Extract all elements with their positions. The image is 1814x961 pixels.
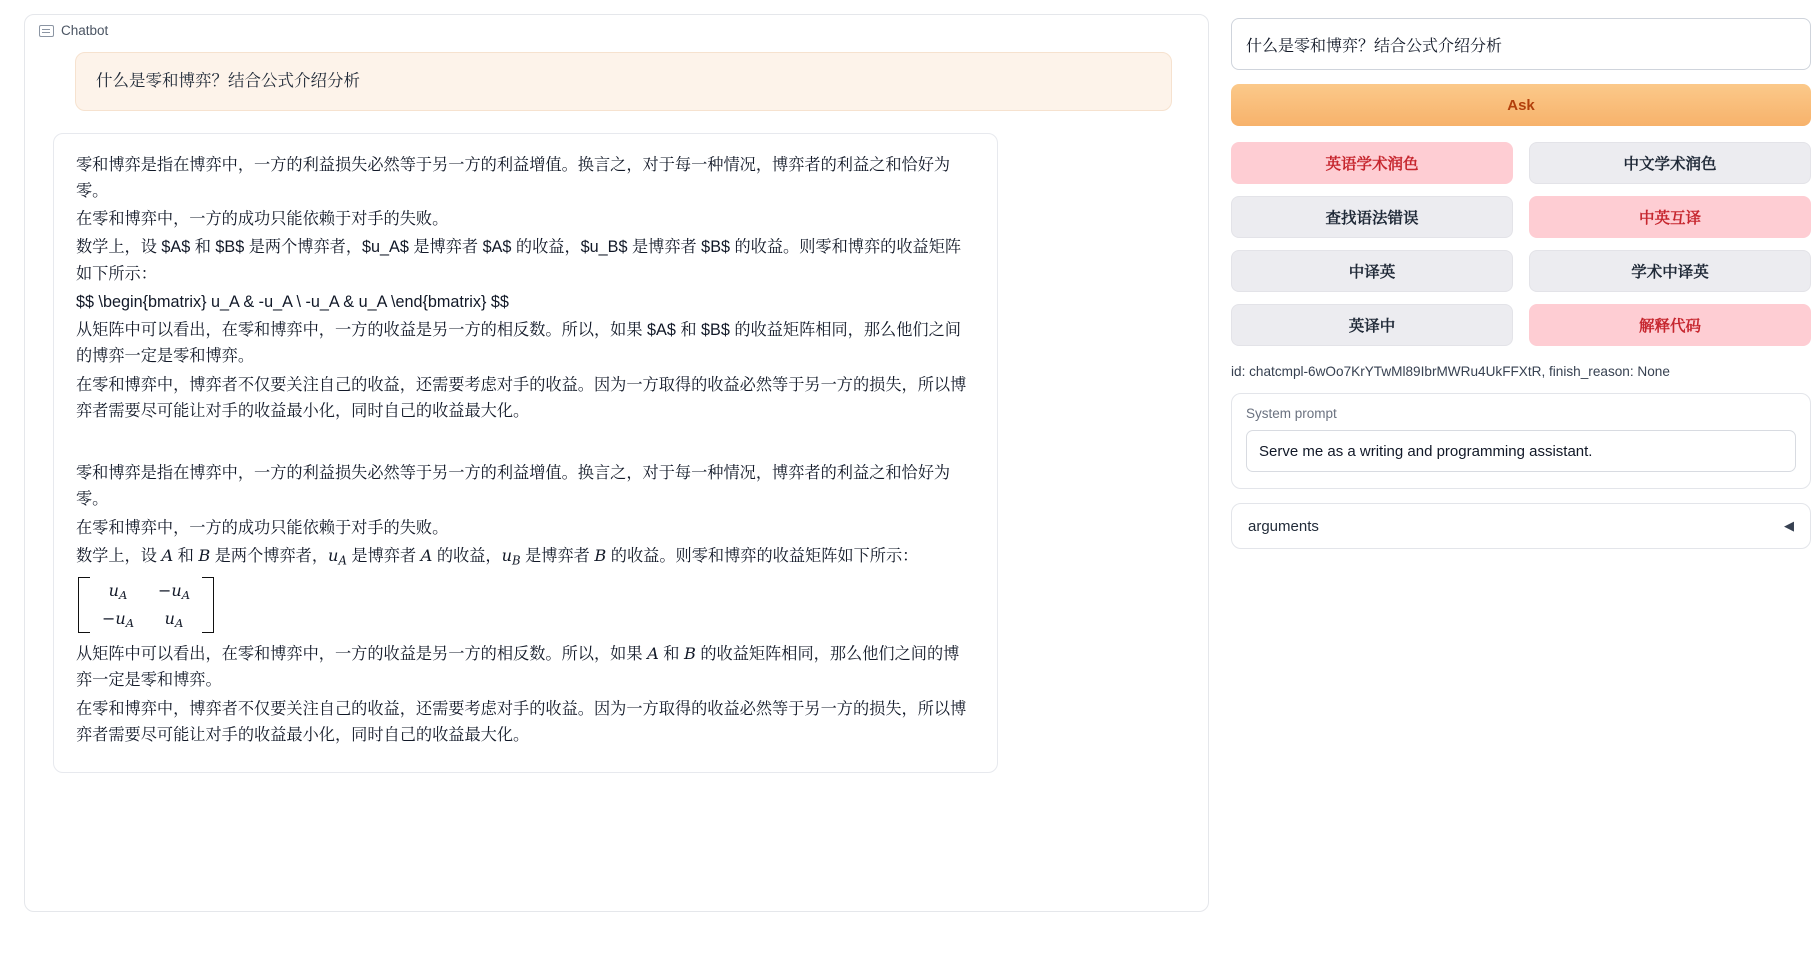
rendered-text-d: 是博弈者 bbox=[346, 546, 421, 565]
matrix-cell-r1c2 bbox=[158, 578, 190, 605]
fn-button-academic-zh-to-en[interactable]: 学术中译英 bbox=[1529, 250, 1811, 292]
fn-button-find-grammar-errors[interactable]: 查找语法错误 bbox=[1231, 196, 1513, 238]
system-prompt-label: System prompt bbox=[1246, 406, 1337, 421]
fn-button-chinese-polish[interactable]: 中文学术润色 bbox=[1529, 142, 1811, 184]
rendered-text-f: 是博弈者 bbox=[520, 546, 595, 565]
rendered5-text-a: 从矩阵中可以看出，在零和博弈中，一方的收益是另一方的相反数。所以，如果 bbox=[76, 645, 648, 664]
rendered-text-b: 和 bbox=[173, 546, 199, 565]
matrix-cells bbox=[90, 577, 202, 633]
matrix-cell-r2c1 bbox=[102, 606, 134, 633]
rendered-text-g: 的收益。则零和博弈的收益矩阵如下所示： bbox=[606, 546, 919, 565]
payoff-matrix bbox=[78, 576, 214, 634]
arguments-accordion-label: arguments bbox=[1248, 517, 1319, 535]
system-prompt-input[interactable] bbox=[1246, 430, 1796, 472]
matrix-bracket-left bbox=[78, 577, 90, 633]
bot-raw-line-3: 数学上，设 $A$ 和 $B$ 是两个博弈者，$u_A$ 是博弈者 $A$ 的收益，$u_B$ 是博弈者 $B$ 的收益。则零和博弈的收益矩阵如下所示： bbox=[76, 238, 962, 283]
math-u-2-sub: B bbox=[512, 553, 521, 568]
chat-message-list bbox=[25, 42, 1208, 902]
math-u-2: u bbox=[501, 545, 513, 565]
matrix-r1c2-sub: A bbox=[181, 587, 191, 602]
bot-raw-line-2: 在零和博弈中，一方的成功只能依赖于对手的失败。 bbox=[76, 210, 449, 229]
user-message-bubble bbox=[75, 52, 1172, 111]
status-text: id: chatcmpl-6wOo7KrYTwMl89IbrMWRu4UkFFXtR, finish_reason: None bbox=[1231, 364, 1670, 379]
bot-section-divider bbox=[76, 426, 975, 460]
bot-raw-formula: $$ \begin{bmatrix} u_A & -u_A \ -u_A & u_A \end{bmatrix} $$ bbox=[76, 292, 509, 311]
rendered-text-e: 的收益， bbox=[432, 546, 502, 565]
bot-rendered-line-3 bbox=[76, 543, 975, 570]
bot-rendered-line-5 bbox=[76, 641, 975, 693]
control-sidebar bbox=[1231, 14, 1811, 961]
math-u-1-sub: A bbox=[338, 553, 347, 568]
fn-button-en-to-zh[interactable]: 英译中 bbox=[1231, 304, 1513, 346]
matrix-r1c1-base: u bbox=[108, 580, 119, 600]
user-message-text: 什么是零和博弈？结合公式介绍分析 bbox=[96, 72, 360, 90]
math-var-A2: A bbox=[420, 545, 433, 565]
math-var-A3: A bbox=[647, 644, 659, 664]
matrix-r2c1-sub: A bbox=[125, 615, 135, 630]
chatbot-panel bbox=[24, 14, 1209, 912]
chatbot-label-text: Chatbot bbox=[61, 23, 109, 38]
prompt-input[interactable] bbox=[1231, 18, 1811, 70]
math-var-B3: B bbox=[683, 644, 696, 664]
ask-button[interactable]: Ask bbox=[1231, 84, 1811, 126]
rendered-text-c: 是两个博弈者， bbox=[210, 546, 329, 565]
bot-raw-line-6: 在零和博弈中，博弈者不仅要关注自己的收益，还需要考虑对手的收益。因为一方取得的收益必然等于另一方的损失，所以博弈者需要尽可能让对手的收益最小化，同时自己的收益最大化。 bbox=[76, 375, 967, 420]
system-prompt-card bbox=[1231, 393, 1811, 489]
bot-rendered-line-6: 在零和博弈中，博弈者不仅要关注自己的收益，还需要考虑对手的收益。因为一方取得的收益必然等于另一方的损失，所以博弈者需要尽可能让对手的收益最小化，同时自己的收益最大化。 bbox=[76, 699, 967, 744]
arguments-accordion[interactable] bbox=[1231, 503, 1811, 549]
matrix-cell-r1c1 bbox=[109, 578, 128, 605]
bot-raw-line-5: 从矩阵中可以看出，在零和博弈中，一方的收益是另一方的相反数。所以，如果 $A$ 和 $B$ 的收益矩阵相同，那么他们之间的博弈一定是零和博弈。 bbox=[76, 321, 961, 366]
matrix-r2c1-base: −u bbox=[101, 608, 126, 628]
chat-icon bbox=[39, 25, 54, 37]
rendered5-text-b: 和 bbox=[658, 645, 684, 664]
chatbot-panel-label bbox=[25, 15, 120, 42]
math-u-1: u bbox=[328, 545, 339, 565]
rendered5-text-c: 的收益矩阵相同，那么他们之间的博弈一定是零和博弈。 bbox=[76, 645, 960, 690]
fn-button-explain-code[interactable]: 解释代码 bbox=[1529, 304, 1811, 346]
bot-rendered-line-1: 零和博弈是指在博弈中，一方的利益损失必然等于另一方的利益增值。换言之，对于每一种情况，博弈者的利益之和恰好为零。 bbox=[76, 464, 951, 509]
math-var-B1: B bbox=[198, 545, 211, 565]
matrix-r2c2-base: u bbox=[164, 608, 175, 628]
bot-message-bubble bbox=[53, 133, 998, 773]
fn-button-english-polish[interactable]: 英语学术润色 bbox=[1231, 142, 1513, 184]
rendered-text-a: 数学上，设 bbox=[76, 546, 162, 565]
fn-button-zh-en-mutual-translate[interactable]: 中英互译 bbox=[1529, 196, 1811, 238]
matrix-r1c1-sub: A bbox=[118, 587, 128, 602]
chevron-left-icon: ◀ bbox=[1784, 518, 1794, 533]
function-button-grid bbox=[1231, 142, 1811, 346]
bot-rendered-line-2: 在零和博弈中，一方的成功只能依赖于对手的失败。 bbox=[76, 518, 449, 537]
matrix-bracket-right bbox=[202, 577, 214, 633]
math-var-A1: A bbox=[161, 545, 174, 565]
matrix-r2c2-sub: A bbox=[174, 615, 184, 630]
matrix-r1c2-base: −u bbox=[157, 580, 182, 600]
fn-button-zh-to-en[interactable]: 中译英 bbox=[1231, 250, 1513, 292]
bot-raw-line-1: 零和博弈是指在博弈中，一方的利益损失必然等于另一方的利益增值。换言之，对于每一种情况，博弈者的利益之和恰好为零。 bbox=[76, 155, 951, 200]
math-var-B2: B bbox=[594, 545, 607, 565]
matrix-cell-r2c2 bbox=[165, 606, 184, 633]
